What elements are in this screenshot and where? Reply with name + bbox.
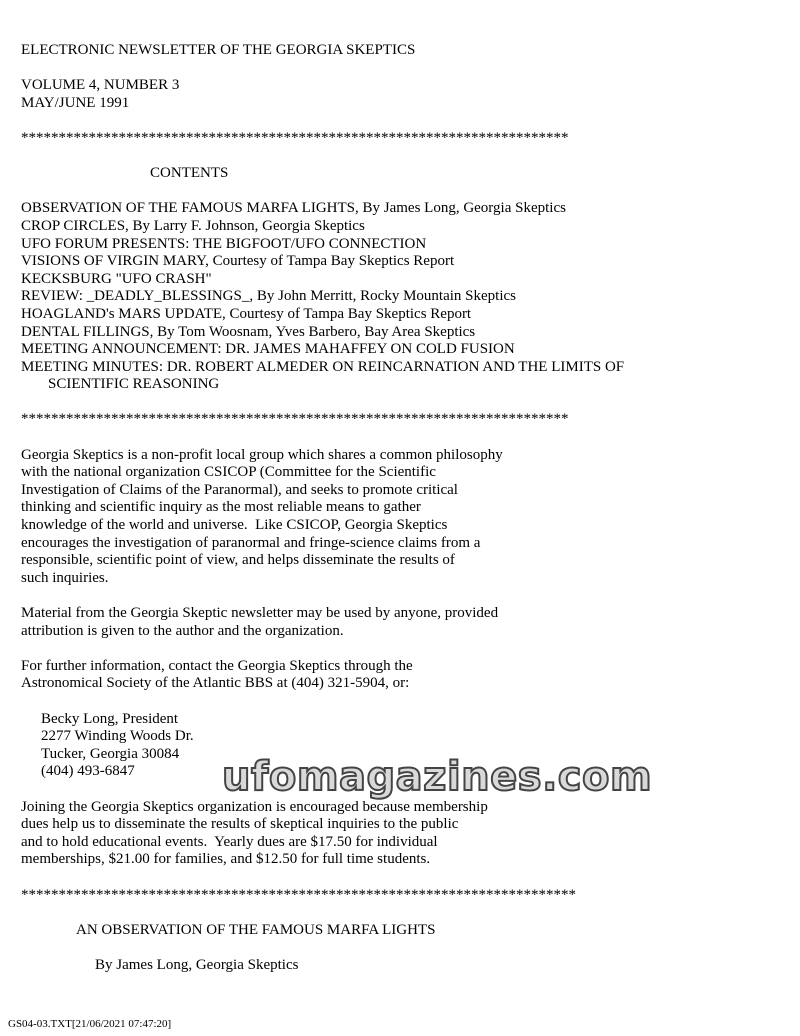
paragraph-line: with the national organization CSICOP (Committee for the Scientific	[21, 464, 436, 481]
separator: *************************************************************************	[21, 129, 569, 146]
contact-paragraph	[21, 658, 781, 693]
paragraph-line: Material from the Georgia Skeptic newsletter may be used by anyone, provided	[21, 605, 499, 621]
paragraph-line: and to hold educational events. Yearly dues are $17.50 for individual	[21, 833, 438, 850]
address-line: 2277 Winding Woods Dr.	[41, 728, 194, 745]
membership-paragraph	[21, 799, 781, 869]
about-paragraph	[21, 447, 781, 588]
contents-item: KECKSBURG "UFO CRASH"	[21, 270, 212, 287]
watermark-logo: ufomagazines.com	[222, 754, 653, 800]
paragraph-line: Georgia Skeptics is a non-profit local group which shares a common philosophy	[21, 446, 503, 463]
paragraph-line: For further information, contact the Georgia Skeptics through the	[21, 657, 413, 674]
contents-item-continuation: SCIENTIFIC REASONING	[48, 376, 220, 393]
contents-heading: CONTENTS	[150, 165, 229, 182]
newsletter-page	[21, 42, 781, 974]
paragraph-line: attribution is given to the author and the organization.	[21, 622, 344, 639]
paragraph-line: knowledge of the world and universe. Like CSICOP, Georgia Skeptics	[21, 517, 448, 534]
paragraph-line: such inquiries.	[21, 569, 109, 586]
address-line: Tucker, Georgia 30084	[41, 745, 180, 762]
contents-item: VISIONS OF VIRGIN MARY, Courtesy of Tampa Bay Skeptics Report	[21, 253, 455, 270]
separator: *************************************************************************	[21, 411, 569, 428]
address-line: (404) 493-6847	[41, 763, 135, 780]
contents-item: UFO FORUM PRESENTS: THE BIGFOOT/UFO CONNECTION	[21, 235, 427, 252]
paragraph-line: memberships, $21.00 for families, and $12.50 for full time students.	[21, 851, 431, 868]
file-footer: GS04-03.TXT[21/06/2021 07:47:20]	[8, 1018, 172, 1030]
contents-list	[21, 200, 781, 394]
separator: **************************************************************************	[21, 886, 576, 903]
article-byline: By James Long, Georgia Skeptics	[95, 956, 299, 973]
newsletter-title: ELECTRONIC NEWSLETTER OF THE GEORGIA SKEPTICS	[21, 42, 416, 58]
usage-paragraph	[21, 605, 781, 640]
paragraph-line: Astronomical Society of the Atlantic BBS at (404) 321-5904, or:	[21, 675, 410, 692]
paragraph-line: Joining the Georgia Skeptics organization is encouraged because membership	[21, 798, 488, 815]
contents-item: MEETING ANNOUNCEMENT: DR. JAMES MAHAFFEY ON COLD FUSION	[21, 341, 515, 358]
paragraph-line: responsible, scientific point of view, and helps disseminate the results of	[21, 552, 455, 569]
issue-date: MAY/JUNE 1991	[21, 94, 130, 111]
paragraph-line: Investigation of Claims of the Paranormal), and seeks to promote critical	[21, 481, 458, 498]
paragraph-line: thinking and scientific inquiry as the most reliable means to gather	[21, 499, 421, 516]
address-line: Becky Long, President	[41, 710, 179, 727]
article-title: AN OBSERVATION OF THE FAMOUS MARFA LIGHTS	[76, 921, 436, 938]
contents-item: REVIEW: _DEADLY_BLESSINGS_, By John Merritt, Rocky Mountain Skeptics	[21, 288, 516, 305]
contents-item: OBSERVATION OF THE FAMOUS MARFA LIGHTS, By James Long, Georgia Skeptics	[21, 200, 566, 217]
volume-number: VOLUME 4, NUMBER 3	[21, 77, 180, 94]
contents-item: MEETING MINUTES: DR. ROBERT ALMEDER ON REINCARNATION AND THE LIMITS OF	[21, 358, 625, 375]
contents-item: HOAGLAND's MARS UPDATE, Courtesy of Tampa Bay Skeptics Report	[21, 305, 472, 322]
paragraph-line: encourages the investigation of paranormal and fringe-science claims from a	[21, 534, 481, 551]
contents-item: CROP CIRCLES, By Larry F. Johnson, Georgia Skeptics	[21, 217, 365, 234]
paragraph-line: dues help us to disseminate the results of skeptical inquiries to the public	[21, 816, 459, 833]
contents-item: DENTAL FILLINGS, By Tom Woosnam, Yves Barbero, Bay Area Skeptics	[21, 323, 476, 340]
